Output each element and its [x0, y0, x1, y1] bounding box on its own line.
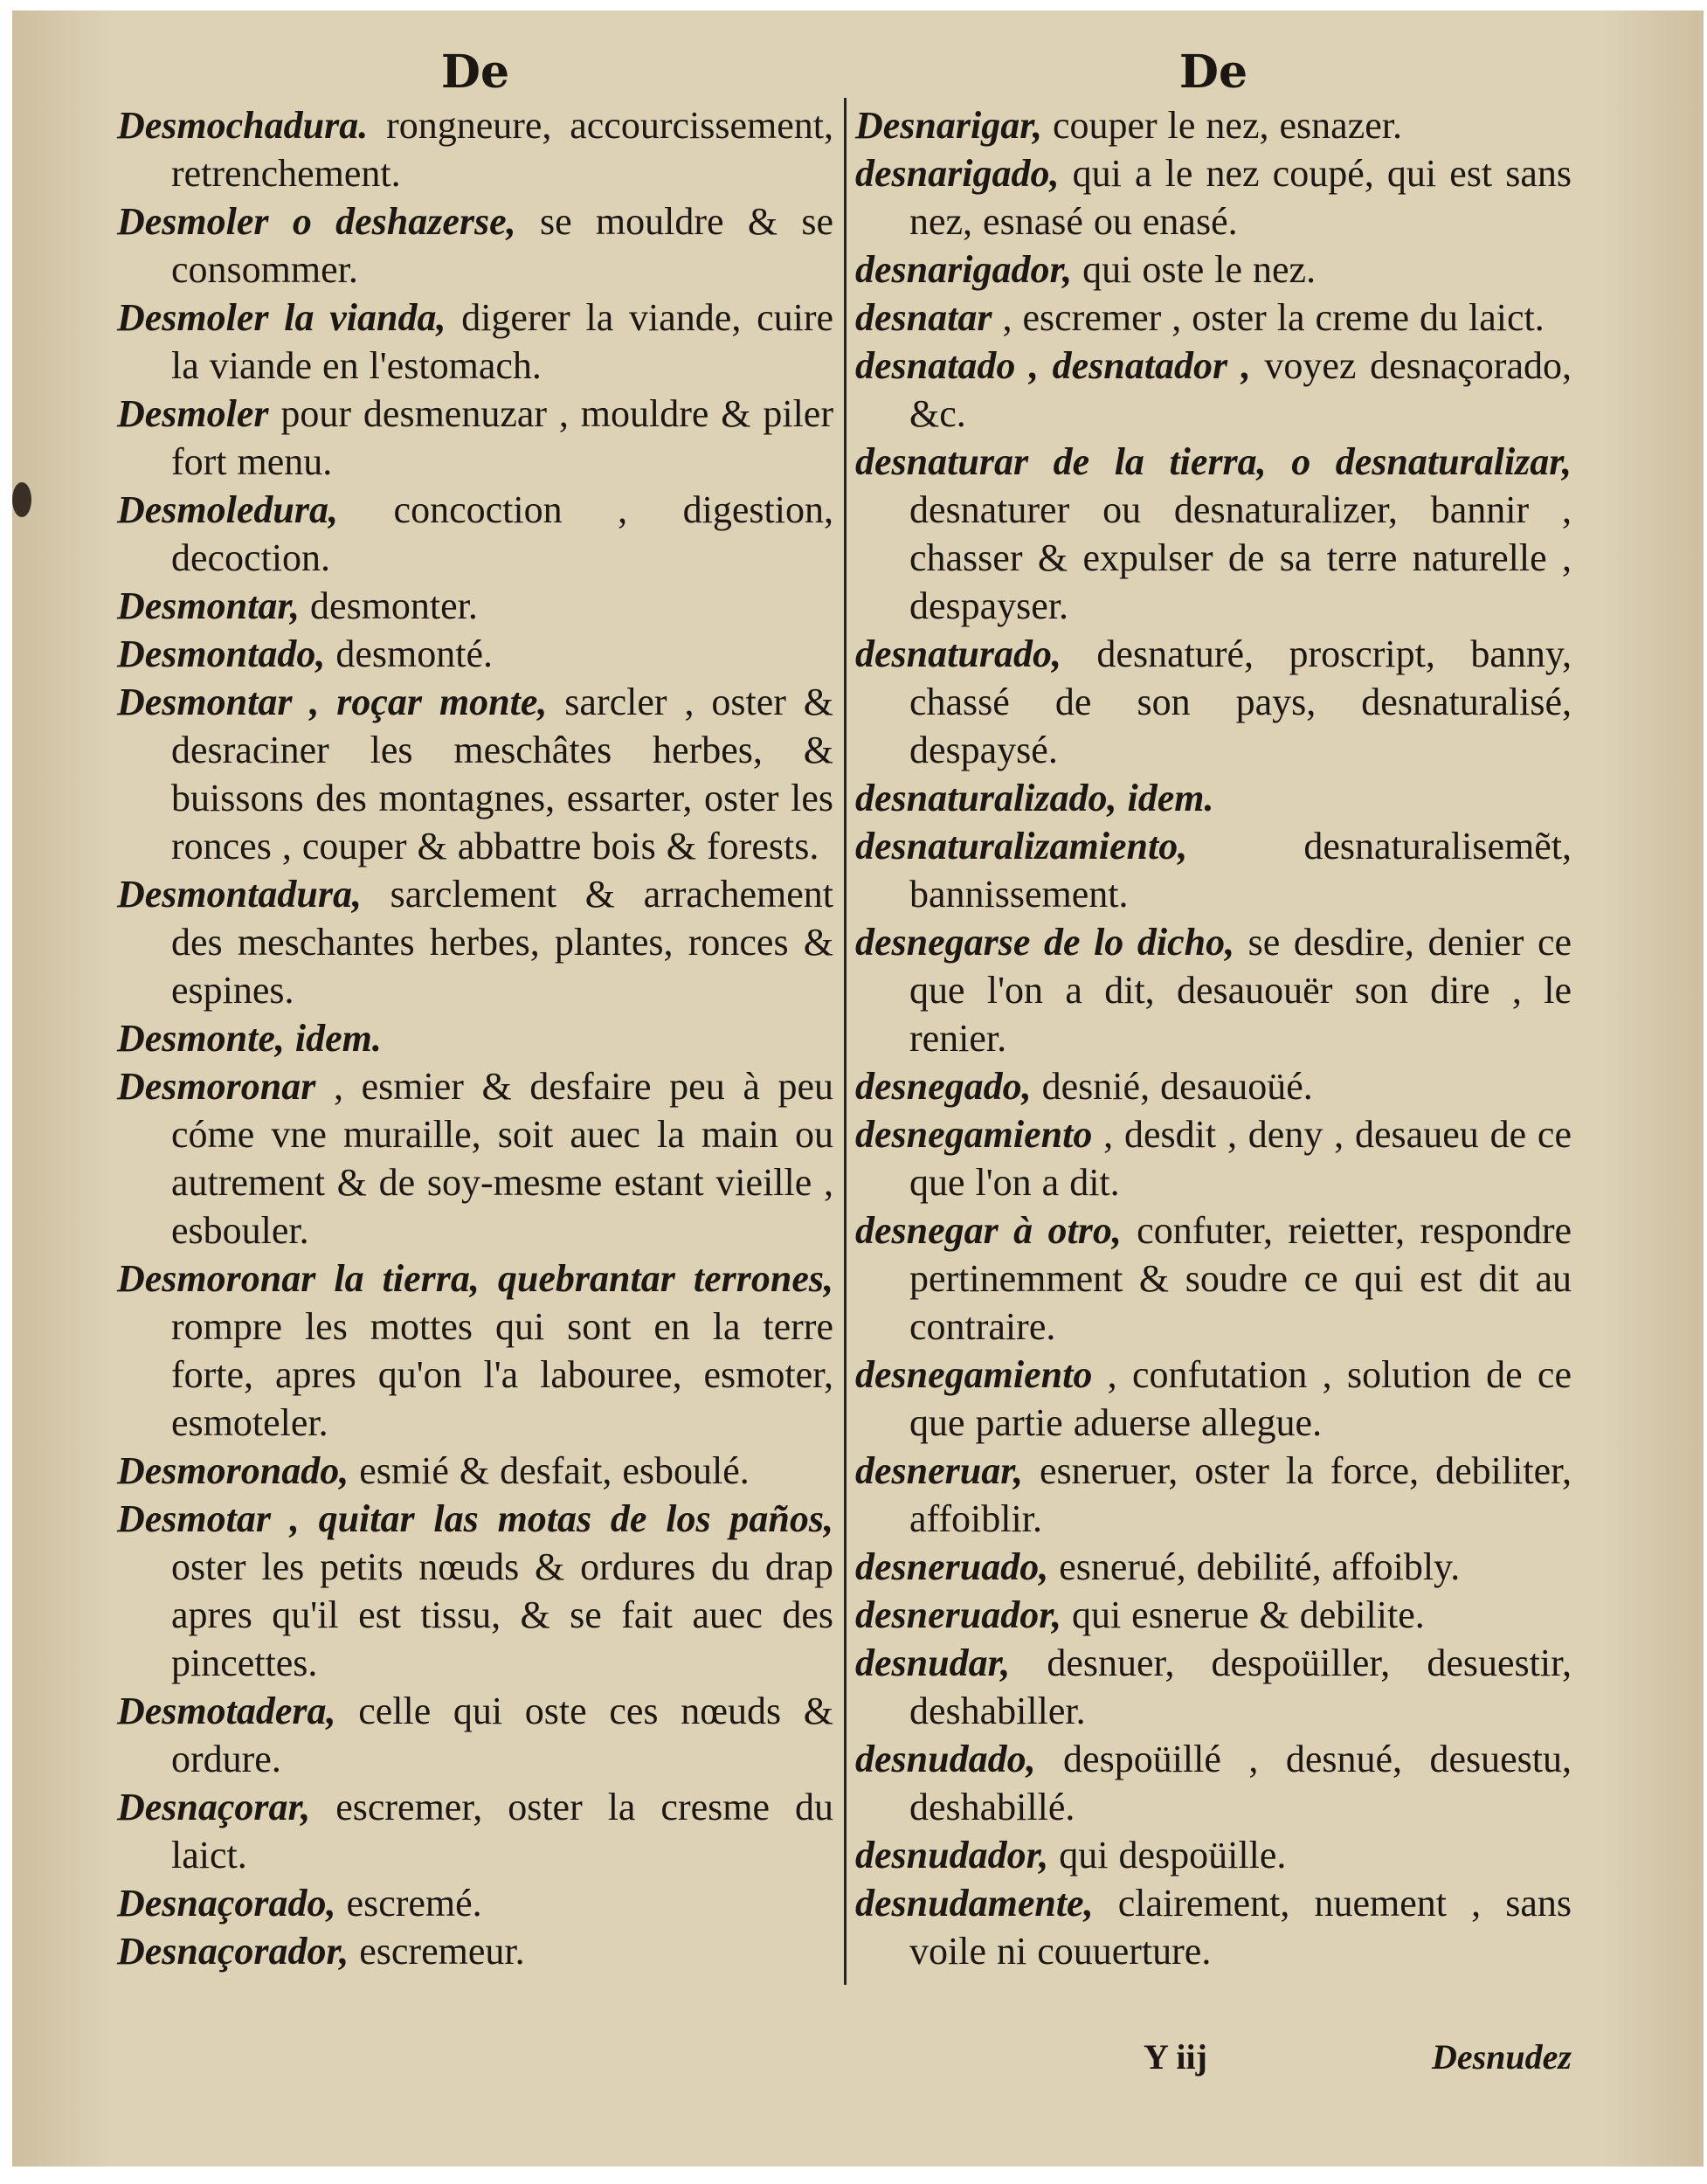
entry-headword: desnudamente,: [855, 1882, 1094, 1925]
entry-headword: desnegarse de lo dicho,: [855, 921, 1235, 964]
dictionary-entry: [117, 630, 833, 678]
dictionary-entry: [855, 1110, 1572, 1206]
dictionary-entry: [855, 245, 1572, 294]
entry-definition: se mouldre & se consommer.: [171, 200, 833, 291]
entry-headword: desnaturar de la tierra, o desnaturalizar,: [855, 440, 1572, 483]
ink-blot: [12, 482, 31, 517]
entry-definition: , desdit , deny , desaueu de ce que l'on a dit.: [909, 1113, 1572, 1204]
dictionary-entry: [855, 1206, 1572, 1351]
entry-headword: desnaturalizamiento,: [855, 825, 1188, 867]
dictionary-entry: [117, 1783, 833, 1879]
entry-headword: desnudar,: [855, 1641, 1011, 1684]
entry-headword: desnudado,: [855, 1738, 1036, 1780]
dictionary-entry: [855, 1543, 1572, 1591]
entry-headword: Desnaçorar,: [117, 1786, 311, 1828]
entry-headword: desneruador,: [855, 1593, 1061, 1636]
entry-definition: esnerué, debilité, affoibly.: [1048, 1545, 1461, 1588]
dictionary-entry: [117, 1254, 833, 1447]
entry-headword: Desnaçorador,: [117, 1930, 349, 1973]
entry-headword: desneruar,: [855, 1449, 1023, 1492]
entry-definition: escremer, oster la cresme du laict.: [171, 1786, 833, 1876]
entry-definition: desnaturer ou desnaturalizer, bannir , chasser & expulser de sa terre naturelle , despayser.: [909, 488, 1572, 627]
dictionary-entry: [117, 101, 833, 197]
dictionary-entry: [855, 1735, 1572, 1831]
entry-definition: , confutation , solution de ce que partie aduerse allegue.: [909, 1353, 1572, 1444]
entry-headword: desnegamiento: [855, 1113, 1093, 1156]
dictionary-entry: [117, 678, 833, 870]
entry-headword: Desmoler: [117, 392, 269, 435]
entry-headword: desnaturalizado, idem.: [855, 777, 1214, 819]
dictionary-entry: [855, 294, 1572, 342]
dictionary-entry: [855, 1062, 1572, 1110]
entry-headword: desnegar à otro,: [855, 1209, 1122, 1252]
entry-definition: concoction , digestion, decoction.: [171, 488, 833, 579]
entry-definition: voyez desnaçorado, &c.: [909, 344, 1572, 435]
entry-definition: , escremer , oster la creme du laict.: [992, 296, 1545, 339]
entry-headword: desneruado,: [855, 1545, 1049, 1588]
dictionary-entry: [855, 149, 1572, 245]
dictionary-entry: [855, 774, 1572, 822]
dictionary-entry: [855, 342, 1572, 438]
entry-headword: Desmonte, idem.: [117, 1017, 382, 1060]
entry-definition: , esmier & desfaire peu à peu cóme vne muraille, soit auec la main ou autrement & de soy-mesme estant vieille , esbouler.: [171, 1065, 833, 1252]
entry-headword: desnatar: [855, 296, 992, 339]
dictionary-entry: [855, 918, 1572, 1062]
entry-headword: Desmoronado,: [117, 1449, 349, 1492]
entry-definition: esneruer, oster la force, debiliter, affoiblir.: [909, 1449, 1572, 1540]
entry-definition: desmonté.: [325, 632, 493, 675]
entry-definition: celle qui oste ces nœuds & ordure.: [171, 1690, 833, 1780]
entry-headword: Desmotadera,: [117, 1690, 336, 1732]
dictionary-entry: [855, 101, 1572, 149]
dictionary-entry: [855, 1591, 1572, 1639]
entry-headword: Desmoledura,: [117, 488, 338, 531]
entry-definition: qui a le nez coupé, qui est sans nez, esnasé ou enasé.: [909, 152, 1572, 243]
entry-headword: Desmoronar la tierra, quebrantar terrones,: [117, 1257, 833, 1300]
entry-headword: Desnaçorado,: [117, 1882, 336, 1925]
dictionary-entry: [855, 1351, 1572, 1447]
column-divider: [844, 98, 847, 1985]
catchword: Desnudez: [1431, 2037, 1572, 2077]
entry-definition: escremé.: [335, 1882, 482, 1925]
dictionary-entry: [855, 1831, 1572, 1879]
entry-definition: qui oste le nez.: [1072, 248, 1317, 291]
entry-definition: oster les petits nœuds & ordures du drap apres qu'il est tissu, & se fait auec des pincettes.: [171, 1545, 833, 1684]
entry-definition: qui esnerue & debilite.: [1061, 1593, 1425, 1636]
entry-definition: confuter, reietter, respondre pertinemment & soudre ce qui est dit au contraire.: [909, 1209, 1572, 1348]
entry-definition: sarcler , oster & desraciner les meschâtes herbes, & buissons des montagnes, essarter, oster les ronces , couper & abbattre bois & forests.: [171, 681, 833, 867]
dictionary-entry: [855, 438, 1572, 630]
dictionary-entry: [117, 294, 833, 390]
entry-definition: pour desmenuzar , mouldre & piler fort menu.: [171, 392, 833, 483]
entry-definition: esmié & desfait, esboulé.: [349, 1449, 750, 1492]
entry-definition: digerer la viande, cuire la viande en l'estomach.: [171, 296, 833, 387]
signature-mark: Y iij: [1144, 2037, 1207, 2077]
entry-headword: Desmontar , roçar monte,: [117, 681, 548, 723]
left-column: [117, 45, 833, 1975]
entry-headword: Desmontadura,: [117, 873, 362, 916]
entry-headword: desnarigador,: [855, 248, 1073, 291]
dictionary-entry: [117, 870, 833, 1014]
dictionary-entry: [855, 1447, 1572, 1543]
entry-headword: Desnarigar,: [855, 104, 1042, 147]
entry-definition: rongneure, accourcissement, retrenchement.: [171, 104, 833, 195]
dictionary-entry: [855, 1639, 1572, 1735]
entry-definition: despoüillé , desnué, desuestu, deshabillé.: [909, 1738, 1572, 1828]
entry-headword: Desmontar,: [117, 584, 301, 627]
dictionary-entry: [855, 822, 1572, 918]
right-column: [855, 45, 1572, 1975]
dictionary-entry: [117, 1062, 833, 1254]
entry-headword: desnatado , desnatador ,: [855, 344, 1251, 387]
book-page: [12, 10, 1704, 2167]
entry-definition: desnuer, despoüiller, desuestir, deshabiller.: [909, 1641, 1572, 1732]
left-running-header: De: [440, 45, 510, 99]
entry-definition: desmonter.: [300, 584, 478, 627]
entry-definition: desnaturalisemẽt, bannissement.: [909, 825, 1572, 916]
entry-definition: se desdire, denier ce que l'on a dit, desauouër son dire , le renier.: [909, 921, 1572, 1060]
entry-definition: desnaturé, proscript, banny, chassé de son pays, desnaturalisé, despaysé.: [909, 632, 1572, 771]
entry-headword: desnegado,: [855, 1065, 1032, 1108]
entry-headword: desnudador,: [855, 1834, 1049, 1876]
entry-definition: clairement, nuement , sans voile ni couuerture.: [909, 1882, 1572, 1973]
entry-headword: desnegamiento: [855, 1353, 1093, 1396]
dictionary-entry: [117, 1495, 833, 1687]
entry-headword: Desmochadura.: [117, 104, 369, 147]
entry-definition: sarclement & arrachement des meschantes herbes, plantes, ronces & espines.: [171, 873, 833, 1012]
dictionary-entry: [117, 1687, 833, 1783]
dictionary-entry: [117, 486, 833, 582]
entry-definition: desnié, desauoüé.: [1031, 1065, 1313, 1108]
entry-headword: Desmontado,: [117, 632, 326, 675]
entry-headword: Desmoler o deshazerse,: [117, 200, 516, 243]
dictionary-entry: [117, 197, 833, 294]
entry-headword: Desmoler la vianda,: [117, 296, 446, 339]
left-entries-list: [117, 101, 833, 1975]
dictionary-entry: [117, 582, 833, 630]
right-running-header: De: [1178, 45, 1248, 99]
dictionary-entry: [855, 630, 1572, 774]
entry-headword: Desmoronar: [117, 1065, 316, 1108]
dictionary-entry: [117, 1927, 833, 1975]
dictionary-entry: [117, 390, 833, 486]
dictionary-entry: [117, 1014, 833, 1062]
entry-definition: couper le nez, esnazer.: [1041, 104, 1402, 147]
entry-definition: qui despoüille.: [1048, 1834, 1287, 1876]
dictionary-entry: [117, 1879, 833, 1927]
entry-definition: rompre les mottes qui sont en la terre forte, apres qu'on l'a labouree, esmoter, esmoteler.: [171, 1305, 833, 1444]
right-entries-list: [855, 101, 1572, 1975]
entry-headword: Desmotar , quitar las motas de los paños,: [117, 1497, 833, 1540]
entry-definition: escremeur.: [349, 1930, 525, 1973]
entry-headword: desnarigado,: [855, 152, 1060, 195]
dictionary-entry: [855, 1879, 1572, 1975]
entry-headword: desnaturado,: [855, 632, 1061, 675]
dictionary-entry: [117, 1447, 833, 1495]
